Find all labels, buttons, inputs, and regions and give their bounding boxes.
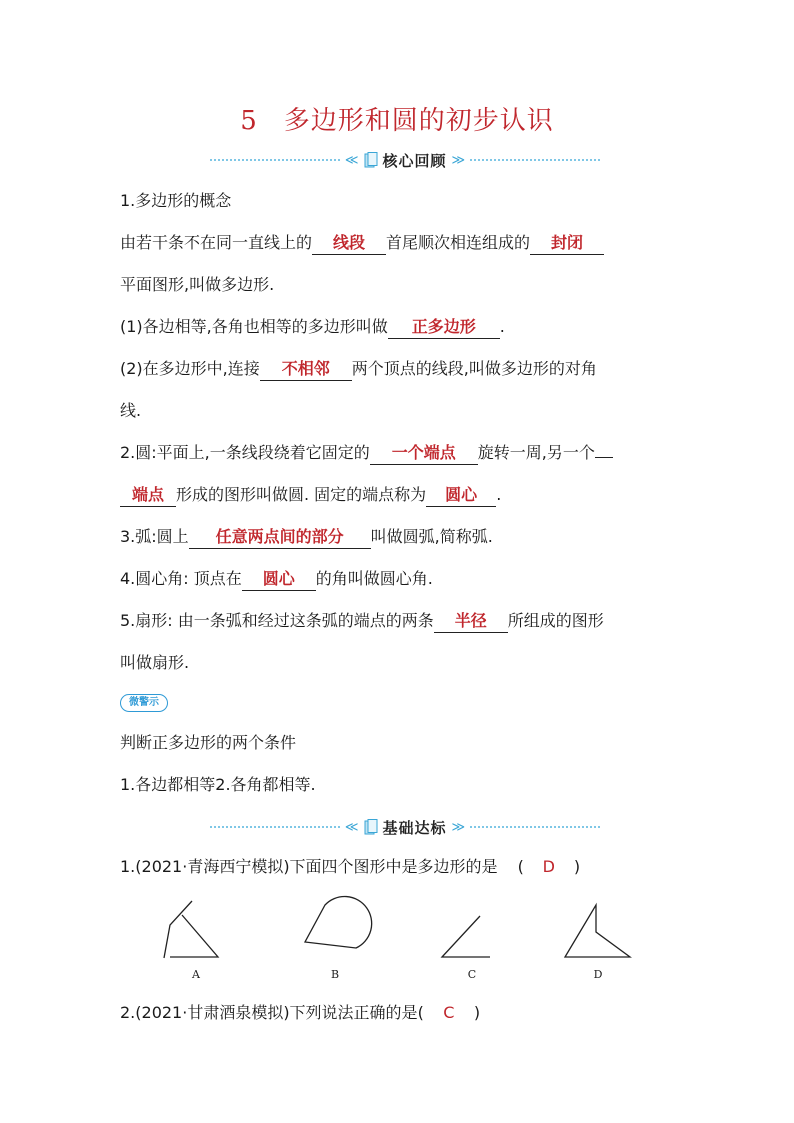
figure-label-a: A: [192, 968, 200, 981]
paren-close: ): [473, 1003, 481, 1022]
double-chevron-right-icon: ≫: [451, 819, 466, 835]
review-item-2-line-b: [120, 484, 501, 507]
review-sub-2: [120, 358, 597, 381]
figure-c: [442, 916, 490, 957]
text: 形成的图形叫做圆. 固定的端点称为: [176, 485, 427, 504]
answer-blank: 一个端点: [370, 442, 478, 465]
text: 由若干条不在同一直线上的: [120, 233, 313, 252]
text: 2.圆:平面上,一条线段绕着它固定的: [120, 443, 370, 462]
blank-line: [595, 457, 613, 458]
text: 两个顶点的线段,叫做多边形的对角: [351, 359, 597, 378]
book-icon: [364, 152, 378, 168]
review-sub-2-cont: 线.: [120, 401, 142, 420]
review-item-3: [120, 526, 493, 549]
section-banner-review: [210, 147, 600, 173]
text: .: [496, 485, 502, 504]
answer-blank: 不相邻: [260, 358, 352, 381]
answer-blank: 圆心: [242, 568, 316, 591]
question-answer: C: [443, 1003, 455, 1022]
text: 3.弧:圆上: [120, 527, 189, 546]
section-title-practice: 基础达标: [382, 818, 447, 837]
title-number: 5: [240, 106, 258, 136]
divider: [210, 826, 340, 828]
text: 叫做圆弧,简称弧.: [370, 527, 493, 546]
text: (2)在多边形中,连接: [120, 359, 260, 378]
divider: [470, 826, 600, 828]
figure-d: [565, 905, 630, 957]
question-1: [120, 856, 580, 878]
figure-a: [164, 901, 218, 958]
figure-b: [305, 896, 372, 948]
question-2: [120, 1002, 480, 1024]
figure-label-d: D: [593, 968, 603, 981]
review-sub-1: [120, 316, 505, 339]
divider: [470, 159, 600, 161]
question-1-figures: [150, 895, 640, 985]
text: (1)各边相等,各角也相等的多边形叫做: [120, 317, 388, 336]
review-item-1-line-b: 平面图形,叫做多边形.: [120, 275, 275, 294]
warning-badge: 微警示: [120, 694, 168, 712]
answer-blank: 线段: [312, 232, 386, 255]
review-item-2-line-a: [120, 442, 613, 465]
paren-close: ): [573, 857, 581, 876]
text: 所组成的图形: [507, 611, 604, 630]
text: 首尾顺次相连组成的: [386, 233, 531, 252]
text: 的角叫做圆心角.: [315, 569, 433, 588]
page-title: [0, 100, 794, 137]
tip-line-1: 判断正多边形的两个条件: [120, 733, 297, 752]
double-chevron-right-icon: ≫: [451, 152, 466, 168]
question-answer: D: [542, 857, 555, 876]
double-chevron-left-icon: ≪: [344, 152, 359, 168]
title-text: 多边形和圆的初步认识: [283, 106, 554, 136]
section-banner-practice: [210, 814, 600, 840]
text: 5.扇形: 由一条弧和经过这条弧的端点的两条: [120, 611, 434, 630]
answer-blank: 封闭: [530, 232, 604, 255]
paren-open: (: [417, 1003, 424, 1022]
figure-label-c: C: [467, 968, 477, 981]
double-chevron-left-icon: ≪: [344, 819, 359, 835]
answer-blank: 半径: [434, 610, 508, 633]
review-item-5: [120, 610, 604, 633]
answer-blank: 端点: [120, 484, 176, 507]
figure-label-b: B: [330, 968, 340, 981]
review-item-1-line-a: [120, 232, 604, 255]
tip-line-2: 1.各边都相等2.各角都相等.: [120, 775, 316, 794]
divider: [210, 159, 340, 161]
text: .: [499, 317, 505, 336]
book-icon: [364, 819, 378, 835]
paren-open: (: [517, 857, 524, 876]
answer-blank: 正多边形: [388, 316, 500, 339]
answer-blank: 圆心: [426, 484, 496, 507]
review-item-4: [120, 568, 433, 591]
question-stem: 2.(2021·甘肃酒泉模拟)下列说法正确的是: [120, 1003, 418, 1022]
text: 旋转一周,另一个: [477, 443, 595, 462]
section-title-review: 核心回顾: [382, 151, 447, 170]
review-item-5-cont: 叫做扇形.: [120, 653, 190, 672]
answer-blank: 任意两点间的部分: [189, 526, 371, 549]
text: 4.圆心角: 顶点在: [120, 569, 242, 588]
review-item-1-heading: 1.多边形的概念: [120, 191, 232, 210]
question-stem: 1.(2021·青海西宁模拟)下面四个图形中是多边形的是: [120, 857, 498, 876]
